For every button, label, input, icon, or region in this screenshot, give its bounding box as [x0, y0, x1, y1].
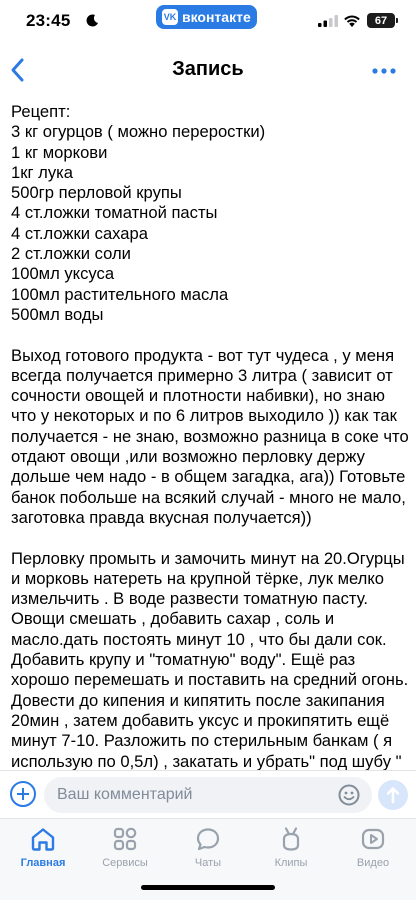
status-bar	[0, 0, 416, 40]
battery-icon: 67	[367, 13, 395, 28]
post-line: Довести до кипения и кипятить после закипания	[11, 690, 385, 710]
more-options-icon[interactable]	[372, 68, 396, 74]
post-line: хорошо перемешать и поставить на средний огонь.	[11, 670, 409, 690]
home-icon	[29, 825, 57, 853]
post-line: Перловку промыть и замочить минут на 20.Огурцы	[11, 548, 405, 568]
post-line: использую по 0,5л) , закатать и убрать" под шубу "	[11, 751, 402, 771]
tab-bar	[0, 818, 416, 900]
post-line: измельчить . В воде развести томатную пасту.	[11, 589, 368, 609]
post-line: Рецепт:	[11, 102, 71, 121]
post-line: минут 7-10. Разложить по стерильным банкам ( я	[11, 731, 393, 751]
video-icon	[359, 825, 387, 853]
post-line: 3 кг огурцов ( можно переростки)	[11, 122, 266, 142]
send-button[interactable]	[378, 780, 408, 810]
tab-video-label: Видео	[356, 857, 390, 869]
post-line: 500мл воды	[11, 304, 104, 324]
tab-chats[interactable]	[173, 825, 243, 869]
post-line: 2 ст.ложки соли	[11, 244, 131, 264]
post-line: 1 кг моркови	[11, 142, 108, 162]
wifi-icon	[343, 14, 361, 28]
post-text	[11, 102, 411, 772]
add-attachment-button[interactable]	[10, 781, 36, 807]
post-line: отдают овощи ,или возможно перловку держу	[11, 447, 365, 467]
post-line: 4 ст.ложки сахара	[11, 223, 148, 243]
status-time: 23:45	[26, 11, 71, 30]
tab-video[interactable]	[338, 825, 408, 869]
post-line: Овощи смешать , добавить сахар , соль и	[11, 609, 335, 629]
post-line: 100мл уксуса	[11, 264, 115, 284]
post-line: 500гр перловой крупы	[11, 183, 182, 203]
tab-services-label: Сервисы	[102, 857, 148, 869]
signal-icon	[318, 15, 338, 27]
back-to-app-pill[interactable]	[156, 5, 257, 29]
tab-clips[interactable]	[256, 825, 326, 869]
chat-icon	[194, 825, 222, 853]
send-icon	[378, 780, 408, 810]
post-line: что у некоторых и по 6 литров выходило )) как так	[11, 406, 397, 426]
post-line: дольше чем надо - в общем загадка, ага)) Готовьте	[11, 467, 406, 487]
comment-bar	[0, 770, 416, 818]
page-title: Запись	[172, 58, 244, 80]
moon-icon	[86, 14, 99, 27]
vk-logo-icon: VK	[162, 9, 178, 25]
post-line: 1кг лука	[11, 162, 73, 182]
post-line: Добавить крупу и "томатную" воду". Ещё раз	[11, 650, 356, 670]
nav-header	[0, 44, 416, 96]
post-line: и морковь натереть на крупной тёрке, лук мелко	[11, 568, 385, 588]
tab-home[interactable]	[8, 825, 78, 869]
post-line: сочности овощей и плотности набивки), но знаю	[11, 386, 385, 406]
post-line: Выход готового продукта - вот тут чудеса , у меня	[11, 345, 395, 365]
post-line: всегда получается примерно 3 литра ( зависит от	[11, 365, 393, 385]
tab-chats-label: Чаты	[194, 857, 222, 869]
post-line: получается - не знаю, возможно разница в соке что	[11, 426, 409, 446]
tab-home-label: Главная	[20, 857, 66, 869]
post-line: 4 ст.ложки томатной пасты	[11, 203, 218, 223]
tab-clips-label: Клипы	[274, 857, 308, 869]
post-line: банок побольше на всякий случай - много не мало,	[11, 487, 406, 507]
paragraph-gap	[11, 325, 411, 345]
post-line: заготовка правда вкусная получается))	[11, 507, 312, 527]
comment-input[interactable]	[44, 777, 372, 813]
clips-icon	[277, 825, 305, 853]
tab-services[interactable]	[90, 825, 160, 869]
paragraph-gap	[11, 528, 411, 548]
home-indicator	[141, 885, 275, 890]
emoji-icon[interactable]	[338, 784, 360, 806]
back-to-app-label: вконтакте	[182, 9, 251, 25]
post-line: 20мин , затем добавить уксус и прокипятить ещё	[11, 710, 390, 730]
post-line: 100мл растительного масла	[11, 284, 229, 304]
services-icon	[111, 825, 139, 853]
post-line: масло.дать постоять минут 10 , что бы дали сок.	[11, 629, 387, 649]
